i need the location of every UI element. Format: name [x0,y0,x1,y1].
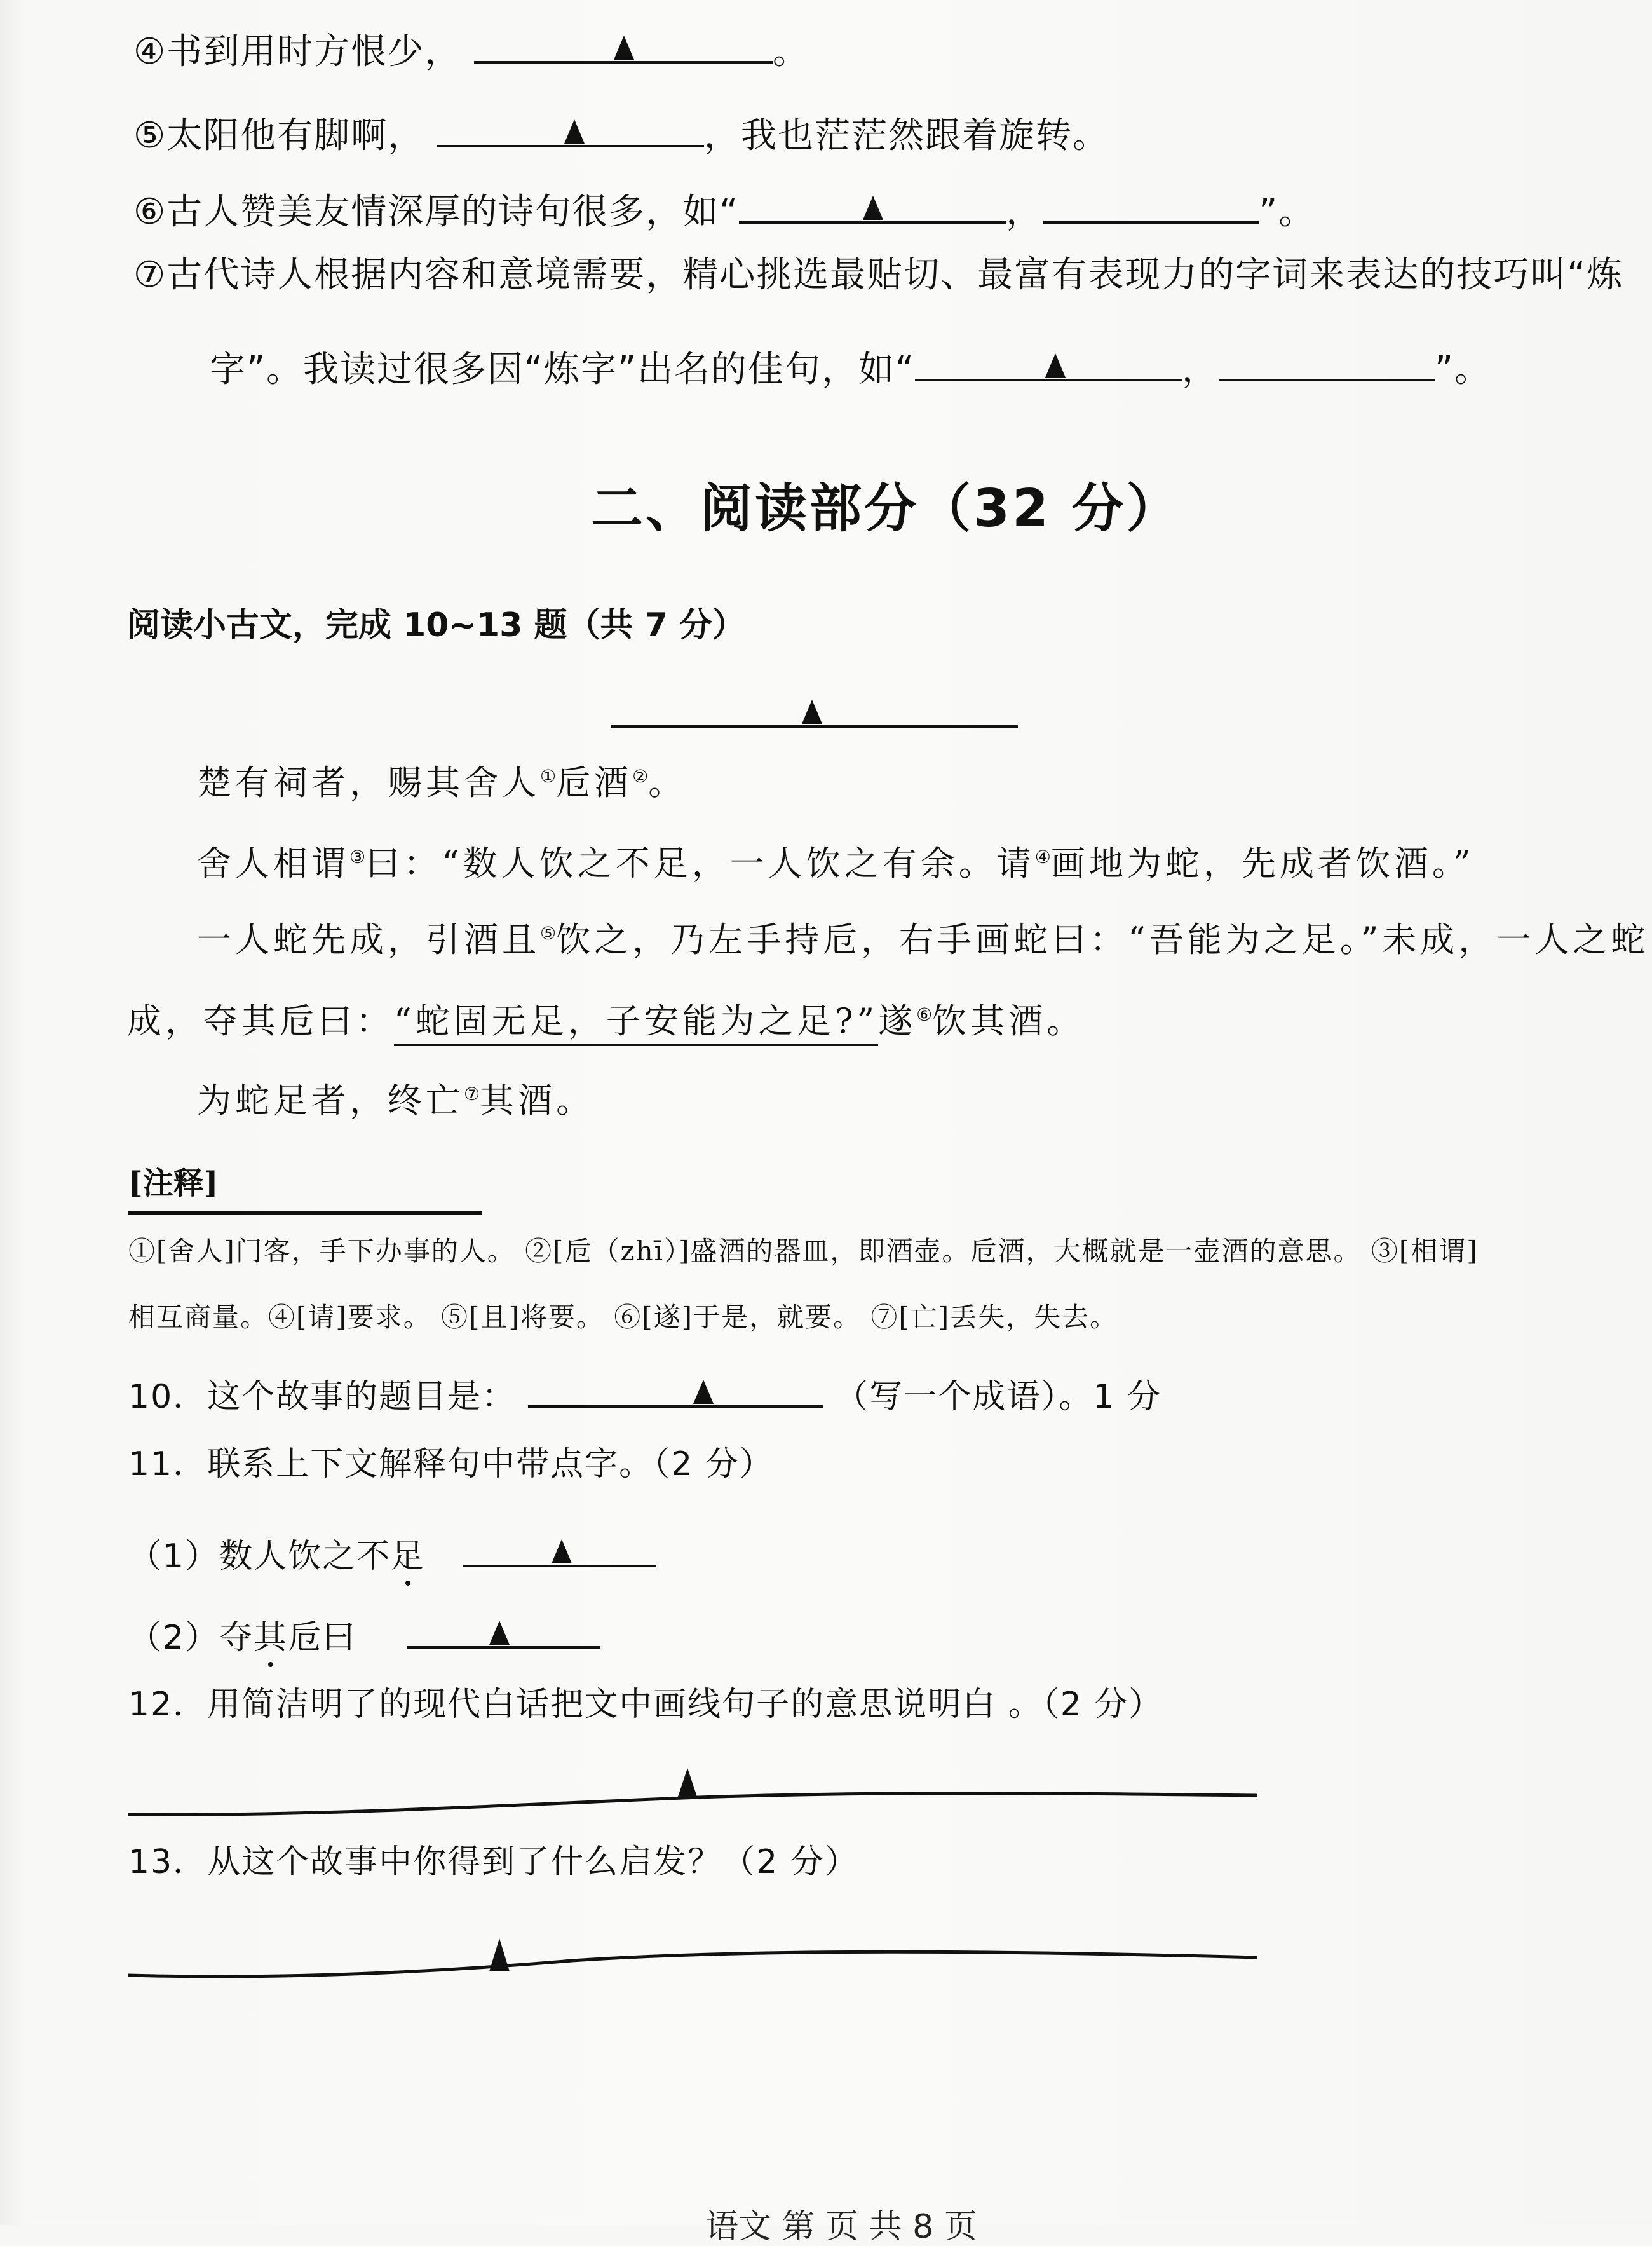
answer-blank[interactable] [474,25,773,64]
passage-text: 楚有祠者，赐其舍人 [197,763,540,803]
triangle-marker-icon [693,1380,714,1404]
passage-text: 一人蛇先成，引酒且 [197,920,540,960]
item-sep: ， [1006,191,1043,233]
answer-blank-2[interactable] [1219,343,1435,381]
item-marker: ⑤ [133,115,167,156]
passage-paragraph-2 [197,843,1475,883]
item-text: 书到用时方恨少， [166,31,462,72]
answer-line-12[interactable] [127,1767,1258,1824]
item-end: 。 [773,31,810,72]
triangle-marker-icon [863,196,883,220]
fill-item-5 [133,109,1109,154]
triangle-marker-icon [564,119,585,144]
answer-blank[interactable] [611,690,1018,728]
footnote-ref: ① [540,766,557,787]
passage-paragraph-4 [197,1080,595,1120]
footnote-ref: ⑤ [540,923,557,944]
story-title-blank[interactable] [611,690,1018,730]
passage-text: 。 [648,763,687,803]
passage-text: 饮其酒。 [932,1001,1085,1041]
answer-blank-2[interactable] [1043,186,1259,224]
notes-heading: [注释] [128,1166,219,1201]
item-marker: ⑥ [133,191,167,233]
item-end: ”。 [1259,191,1316,233]
answer-line [128,1952,1257,1977]
dotted-character: 其 [254,1619,288,1657]
passage-text: 舍人相谓 [197,843,349,883]
passage-text: 其酒。 [480,1080,595,1120]
passage-text: 成，夺其卮曰： [127,1001,394,1041]
passage-paragraph-1 [197,763,687,803]
fill-item-4 [133,25,809,70]
triangle-marker-icon [677,1768,698,1799]
footnote-ref: ② [632,766,649,787]
item-end: ，我也茫茫然跟着旋转。 [704,115,1110,156]
passage-paragraph-3-continued [127,1001,1085,1041]
question-11: 11．联系上下文解释句中带点字。（2 分） [128,1445,774,1483]
passage-text: 饮之，乃左手持卮，右手画蛇曰：“吾能为之足。”未成，一人之蛇 [556,920,1649,960]
answer-blank[interactable] [437,109,704,147]
answer-line-13[interactable] [127,1926,1258,1986]
fill-item-7 [133,254,1624,296]
reading-heading: 阅读小古文，完成 10~13 题（共 7 分） [127,606,745,644]
section-title: 二、阅读部分（32 分） [591,479,1181,539]
question-13: 13．从这个故事中你得到了什么启发？（2 分） [128,1843,859,1881]
question-12: 12．用简洁明了的现代白话把文中画线句子的意思说明白 。（2 分） [128,1685,1163,1724]
notes-line-1: ①[舍人]门客，手下办事的人。 ②[卮（zhī）]盛酒的器皿，即酒壶。卮酒，大概就是一壶酒的意思。 ③[相谓] [128,1235,1479,1267]
sub-question-label: 卮曰 [288,1619,357,1657]
triangle-marker-icon [614,36,634,60]
item-text: 太阳他有脚啊， [166,115,425,156]
page-footer: 语文 第 页 共 8 页 [705,2208,977,2246]
triangle-marker-icon [552,1539,572,1563]
passage-paragraph-3 [197,920,1649,960]
underlined-sentence: “蛇固无足，子安能为之足?” [394,1001,878,1046]
triangle-marker-icon [489,1621,510,1645]
footnote-ref: ④ [1034,847,1051,868]
item-marker: ⑦ [133,254,167,296]
item-end: ”。 [1435,349,1492,390]
item-marker: ④ [133,31,167,72]
footnote-ref: ③ [349,847,366,868]
sub-question-label: （2）夺 [128,1619,254,1657]
passage-text: 曰：“数人饮之不足，一人饮之有余。请 [365,843,1035,883]
answer-blank[interactable] [463,1529,656,1567]
item-text: 古代诗人根据内容和意境需要，精心挑选最贴切、最富有表现力的字词来表达的技巧叫“炼 [166,254,1624,296]
triangle-marker-icon [489,1938,510,1971]
item-text: 古人赞美友情深厚的诗句很多，如“ [166,191,740,233]
passage-text: 为蛇足者，终亡 [197,1080,464,1120]
footnote-ref: ⑥ [916,1004,933,1025]
question-text: 10．这个故事的题目是： [128,1378,517,1416]
question-11-part-2 [128,1610,600,1657]
fill-item-7-continued [210,343,1491,388]
item-sep: ， [1182,349,1219,390]
answer-blank[interactable] [528,1370,823,1408]
notes-divider [128,1211,482,1215]
notes-line-2: 相互商量。④[请]要求。 ⑤[且]将要。 ⑥[遂]于是，就要。 ⑦[亡]丢失，失去。 [128,1302,1118,1333]
footnote-ref: ⑦ [464,1084,480,1105]
answer-blank[interactable] [915,343,1182,381]
triangle-marker-icon [802,700,822,724]
passage-text: 画地为蛇，先成者饮酒。” [1050,843,1475,883]
passage-text: 卮酒 [556,763,633,803]
answer-blank[interactable] [739,186,1006,224]
triangle-marker-icon [1045,353,1066,378]
passage-text: 遂 [878,1001,917,1041]
question-10 [128,1370,1161,1416]
question-hint: （写一个成语）。1 分 [835,1378,1161,1416]
sub-question-label: （1）数人饮之不 [128,1537,391,1576]
fill-item-6 [133,186,1316,233]
dotted-character: 足 [391,1537,426,1576]
item-text: 字”。我读过很多因“炼字”出名的佳句，如“ [210,349,916,390]
answer-blank[interactable] [407,1610,600,1649]
question-11-part-1 [128,1529,656,1576]
